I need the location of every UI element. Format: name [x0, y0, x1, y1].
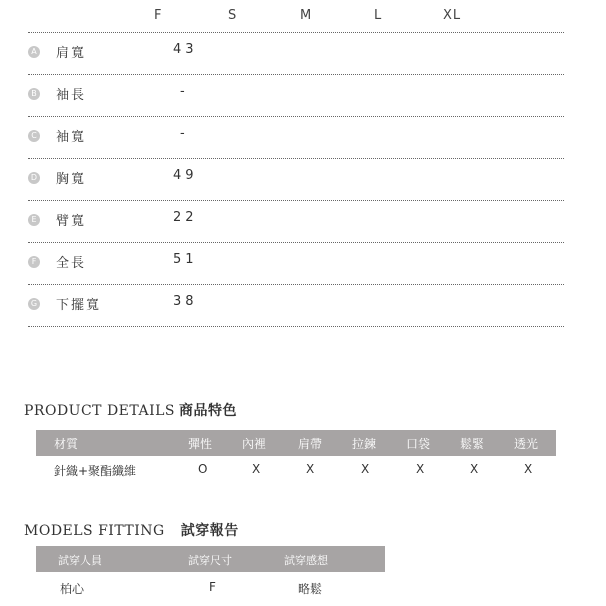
product-details-title: [24, 400, 237, 420]
models-fitting-title-zh: 試穿報告: [180, 523, 239, 539]
header-feedback: 試穿感想: [284, 554, 328, 567]
header-transparency: 透光: [514, 437, 539, 451]
badge-icon: E: [28, 214, 40, 226]
value-zipper: X: [361, 462, 370, 476]
size-row-hem: [28, 286, 564, 328]
measure-value: -: [180, 126, 189, 141]
value-model: 柏心: [60, 582, 85, 596]
product-details-header: [36, 430, 556, 456]
models-fitting-header: [36, 546, 385, 572]
measure-label: 肩寬: [56, 46, 87, 61]
size-label-l: L: [374, 8, 383, 23]
value-strap: X: [306, 462, 315, 476]
size-row-shoulder: [28, 34, 564, 76]
measure-value: 49: [173, 168, 198, 183]
divider: [28, 32, 564, 33]
size-label-xl: XL: [443, 8, 462, 23]
divider: [28, 242, 564, 243]
size-row-arm: [28, 202, 564, 244]
size-row-length: [28, 244, 564, 286]
product-details-title-zh: 商品特色: [179, 403, 238, 419]
size-row-sleeve-width: [28, 118, 564, 160]
value-elasticity: O: [198, 462, 208, 476]
header-zipper: 拉鍊: [352, 437, 377, 451]
measure-value: 51: [173, 252, 198, 267]
header-pocket: 口袋: [406, 437, 431, 451]
badge-icon: F: [28, 256, 40, 268]
size-label-f: F: [154, 8, 163, 23]
header-elastic-waist: 鬆緊: [460, 437, 485, 451]
size-label-m: M: [300, 8, 313, 23]
measure-label: 胸寬: [56, 172, 87, 187]
size-row-sleeve-length: [28, 76, 564, 118]
product-details-title-en: PRODUCT DETAILS: [24, 403, 176, 419]
size-label-s: S: [228, 8, 238, 23]
value-material: 針織+聚酯纖維: [54, 464, 137, 478]
size-row-chest: [28, 160, 564, 202]
badge-icon: B: [28, 88, 40, 100]
header-strap: 肩帶: [298, 437, 323, 451]
measure-label: 臂寬: [56, 214, 87, 229]
size-header: [0, 8, 606, 26]
value-size: F: [209, 580, 216, 594]
header-model: 試穿人員: [58, 554, 102, 567]
header-size: 試穿尺寸: [188, 554, 232, 567]
badge-icon: A: [28, 46, 40, 58]
divider: [28, 284, 564, 285]
value-transparency: X: [524, 462, 533, 476]
divider: [28, 200, 564, 201]
badge-icon: D: [28, 172, 40, 184]
value-lining: X: [252, 462, 261, 476]
value-elastic-waist: X: [470, 462, 479, 476]
measure-label: 下擺寬: [56, 298, 102, 313]
divider: [28, 74, 564, 75]
measure-value: -: [180, 84, 189, 99]
measure-label: 全長: [56, 256, 87, 271]
header-lining: 內裡: [242, 437, 267, 451]
measure-value: 43: [173, 42, 198, 57]
value-pocket: X: [416, 462, 425, 476]
measure-label: 袖寬: [56, 130, 87, 145]
measure-value: 38: [173, 294, 198, 309]
models-fitting-title: [24, 520, 239, 540]
badge-icon: G: [28, 298, 40, 310]
value-feedback: 略鬆: [298, 582, 323, 596]
divider: [28, 116, 564, 117]
header-material: 材質: [54, 437, 79, 451]
models-fitting-title-en: MODELS FITTING: [24, 523, 165, 539]
measure-value: 22: [173, 210, 198, 225]
divider: [28, 158, 564, 159]
badge-icon: C: [28, 130, 40, 142]
header-elasticity: 彈性: [188, 437, 213, 451]
divider: [28, 326, 564, 327]
measure-label: 袖長: [56, 88, 87, 103]
